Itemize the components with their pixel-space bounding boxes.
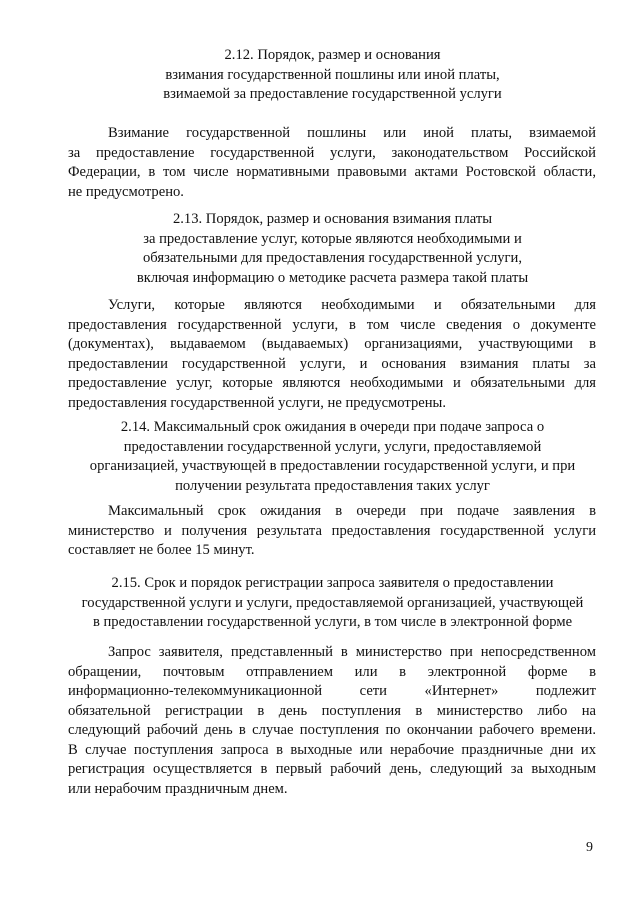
paragraph-line: регистрация осуществляется в первый рабочий день, следующий за выходным xyxy=(68,761,596,777)
paragraph-line: предоставлении государственной услуги, и основания взимания платы за xyxy=(68,355,596,372)
paragraph-line: предоставления государственной услуги, в том числе сведения о документе xyxy=(68,316,596,333)
section-2-12-heading xyxy=(40,46,625,105)
paragraph-line: Услуги, которые являются необходимыми и обязательными для xyxy=(108,297,596,313)
section-2-14-paragraph xyxy=(68,502,596,561)
paragraph-line: или нерабочим праздничным днем. xyxy=(68,780,288,797)
heading-line: обязательными для предоставления государственной услуги, xyxy=(143,250,522,266)
paragraph-line: Максимальный срок ожидания в очереди при подаче заявления в xyxy=(108,503,596,519)
paragraph-line: предоставления государственной услуги, не предусмотрены. xyxy=(68,394,446,411)
heading-line: организацией, участвующей в предоставлении государственной услуги, и при xyxy=(89,458,576,474)
section-2-14-heading xyxy=(40,418,625,496)
heading-line: взимания государственной пошлины или иной платы, xyxy=(165,66,500,83)
heading-line: предоставлении государственной услуги, услуги, предоставляемой xyxy=(123,438,542,455)
section-2-15-heading xyxy=(40,574,625,633)
heading-line: в предоставлении государственной услуги, в том числе в электронной форме xyxy=(92,614,573,630)
heading-line: 2.14. Максимальный срок ожидания в очереди при подаче запроса о xyxy=(120,419,545,435)
paragraph-line: следующий рабочий день в случае поступления по окончании рабочего времени. xyxy=(68,722,596,738)
heading-line: 2.13. Порядок, размер и основания взимания платы xyxy=(172,211,493,227)
heading-line: получении результата предоставления таких услуг xyxy=(175,477,490,494)
paragraph-line: обращении, почтовым отправлением или в электронной форме в xyxy=(68,663,596,680)
paragraph-line: обязательной регистрации в день поступления в министерство либо на xyxy=(68,702,596,719)
paragraph-line: не предусмотрено. xyxy=(68,183,184,200)
heading-line: 2.12. Порядок, размер и основания xyxy=(224,47,441,63)
paragraph-line: министерство и получения результата предоставления государственной услуги xyxy=(68,522,596,539)
heading-line: 2.15. Срок и порядок регистрации запроса заявителя о предоставлении xyxy=(111,575,554,591)
paragraph-line: предоставление услуг, которые являются необходимыми и обязательными для xyxy=(68,375,596,391)
paragraph-line: В случае поступления запроса в выходные или нерабочие праздничные дни их xyxy=(68,741,596,758)
section-2-12-paragraph xyxy=(68,124,596,202)
heading-line: включая информацию о методике расчета размера такой платы xyxy=(136,269,529,286)
heading-line: за предоставление услуг, которые являются необходимыми и xyxy=(143,230,522,247)
paragraph-line: информационно-телекоммуникационной сети «Интернет» подлежит xyxy=(68,683,596,699)
heading-line: взимаемой за предоставление государственной услуги xyxy=(163,86,502,102)
paragraph-line: составляет не более 15 минут. xyxy=(68,542,255,558)
paragraph-line: Запрос заявителя, представленный в министерство при непосредственном xyxy=(108,644,596,660)
heading-line: государственной услуги и услуги, предоставляемой организацией, участвующей xyxy=(81,594,584,611)
paragraph-line: (документах), выдаваемом (выдаваемых) организациями, участвующими в xyxy=(68,336,596,352)
paragraph-line: за предоставление государственной услуги, законодательством Российской xyxy=(68,144,596,161)
paragraph-line: Федерации, в том числе нормативными правовыми актами Ростовской области, xyxy=(68,164,596,180)
page-number: 9 xyxy=(586,840,593,855)
section-2-15-paragraph xyxy=(68,643,596,799)
section-2-13-heading xyxy=(40,210,625,288)
section-2-13-paragraph xyxy=(68,296,596,413)
paragraph-line: Взимание государственной пошлины или иной платы, взимаемой xyxy=(108,125,596,141)
